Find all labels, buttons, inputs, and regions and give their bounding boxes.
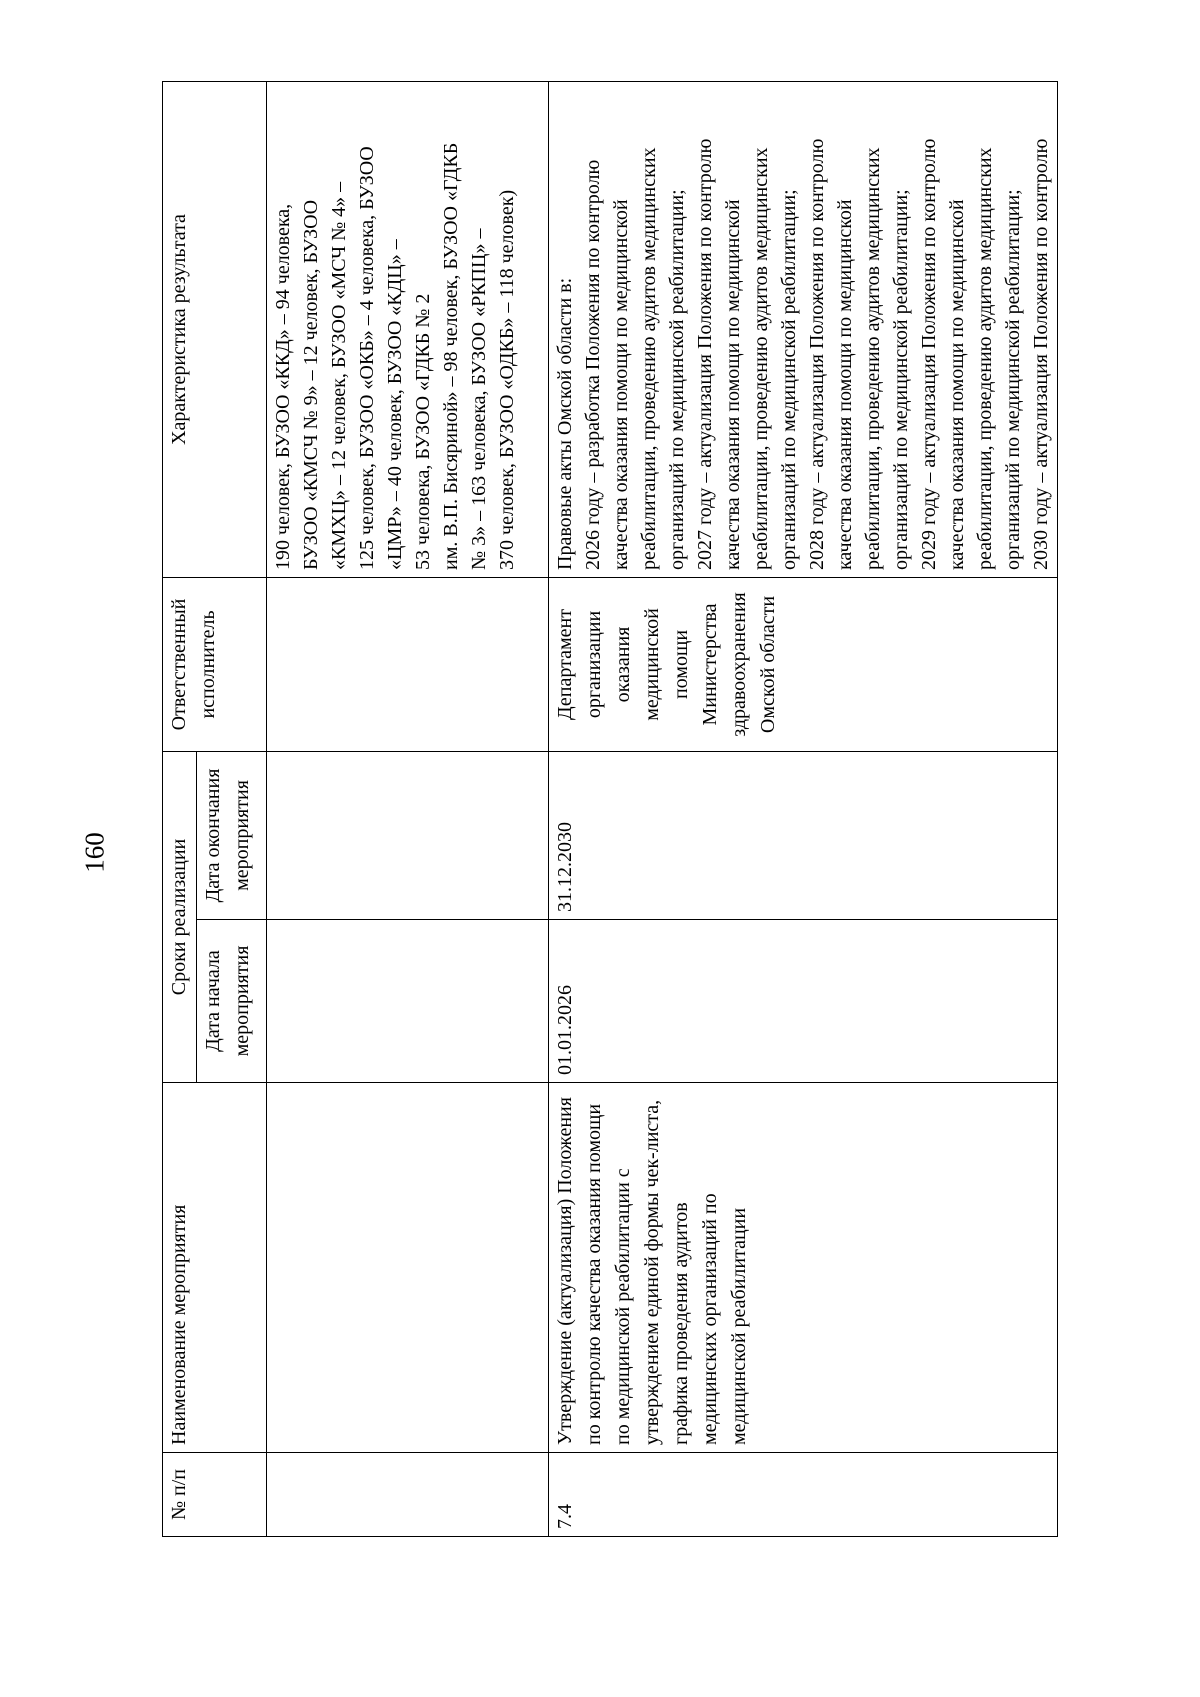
header-end-date: Дата окончания мероприятия bbox=[197, 751, 267, 919]
row-responsible bbox=[549, 577, 1058, 751]
result-line: организаций по медицинской реабилитации; bbox=[1002, 189, 1024, 570]
row-responsible bbox=[267, 577, 549, 751]
row-end-date bbox=[267, 751, 549, 919]
rotated-table-sheet bbox=[162, 82, 1052, 1537]
header-terms: Сроки реализации bbox=[163, 751, 197, 1082]
result-line: «КМХЦ» – 12 человек, БУЗОО «МСЧ № 4» – bbox=[328, 181, 350, 570]
responsible-line: Омской области bbox=[757, 595, 779, 734]
result-line: «ЦМР» – 40 человек, БУЗОО «КДЦ» – bbox=[384, 239, 406, 570]
responsible-line: здравоохранения bbox=[728, 592, 750, 737]
result-line: качества оказания помощи по медицинской bbox=[722, 199, 744, 570]
row-start-date bbox=[267, 920, 549, 1083]
row-result bbox=[549, 81, 1058, 577]
result-line: качества оказания помощи по медицинской bbox=[610, 199, 632, 570]
result-line: 2028 году – актуализация Положения по контролю bbox=[806, 138, 828, 570]
result-line: 370 человек, БУЗОО «ОДКБ» – 118 человек) bbox=[496, 189, 518, 570]
header-start-date: Дата начала мероприятия bbox=[197, 920, 267, 1083]
responsible-line: организации bbox=[583, 610, 605, 719]
responsible-line: оказания bbox=[612, 626, 634, 703]
result-line: качества оказания помощи по медицинской bbox=[834, 199, 856, 570]
responsible-line: Департамент bbox=[554, 609, 576, 720]
table-rotation-wrapper bbox=[162, 82, 1052, 1537]
result-line: 2026 году – разработка Положения по контролю bbox=[582, 159, 604, 570]
responsible-line: помощи bbox=[670, 629, 692, 700]
result-line: организаций по медицинской реабилитации; bbox=[778, 189, 800, 570]
result-line: 2030 году – актуализация Положения по контролю bbox=[1030, 138, 1052, 570]
result-line: БУЗОО «КМСЧ № 9» – 12 человек, БУЗОО bbox=[300, 199, 322, 570]
table-row bbox=[549, 81, 1058, 1536]
table-row bbox=[267, 81, 549, 1536]
activities-table bbox=[162, 81, 1058, 1537]
result-line: реабилитации, проведению аудитов медицинских bbox=[862, 147, 884, 570]
result-line: 125 человек, БУЗОО «ОКБ» – 4 человека, БУЗОО bbox=[356, 146, 378, 570]
result-line: реабилитации, проведению аудитов медицинских bbox=[750, 147, 772, 570]
responsible-line: Министерства bbox=[699, 603, 721, 726]
result-line: 2029 году – актуализация Положения по контролю bbox=[918, 138, 940, 570]
result-line: Правовые акты Омской области в: bbox=[554, 277, 576, 570]
result-line: организаций по медицинской реабилитации; bbox=[666, 189, 688, 570]
result-line: реабилитации, проведению аудитов медицинских bbox=[638, 147, 660, 570]
result-line: 190 человек, БУЗОО «ККД» – 94 человека, bbox=[272, 203, 294, 570]
row-name bbox=[267, 1083, 549, 1453]
header-responsible: Ответственный исполнитель bbox=[163, 577, 267, 751]
row-num bbox=[267, 1453, 549, 1537]
result-line: 2027 году – актуализация Положения по контролю bbox=[694, 138, 716, 570]
header-name: Наименование мероприятия bbox=[163, 1083, 267, 1453]
row-result bbox=[267, 81, 549, 577]
result-line: организаций по медицинской реабилитации; bbox=[890, 189, 912, 570]
header-result: Характеристика результата bbox=[163, 81, 267, 577]
result-line: реабилитации, проведению аудитов медицинских bbox=[974, 147, 996, 570]
header-num: № п/п bbox=[163, 1453, 267, 1537]
row-end-date: 31.12.2030 bbox=[549, 751, 1058, 919]
page-number: 160 bbox=[79, 832, 110, 873]
result-line: № 3» – 163 человека, БУЗОО «РКПЦ» – bbox=[468, 228, 490, 570]
result-line: им. В.П. Бисяриной» – 98 человек, БУЗОО «ГДКБ bbox=[440, 142, 462, 570]
row-name: Утверждение (актуализация) Положения по контролю качества оказания помощи по медицинской реабилитации с утверждением единой формы чек-листа, графика проведения аудитов медицинских организаций по медицинской реабилитации bbox=[549, 1083, 1058, 1453]
row-num: 7.4 bbox=[549, 1453, 1058, 1537]
result-line: 53 человека, БУЗОО «ГДКБ № 2 bbox=[412, 293, 434, 570]
row-start-date: 01.01.2026 bbox=[549, 920, 1058, 1083]
result-line: качества оказания помощи по медицинской bbox=[946, 199, 968, 570]
responsible-line: медицинской bbox=[641, 608, 663, 721]
